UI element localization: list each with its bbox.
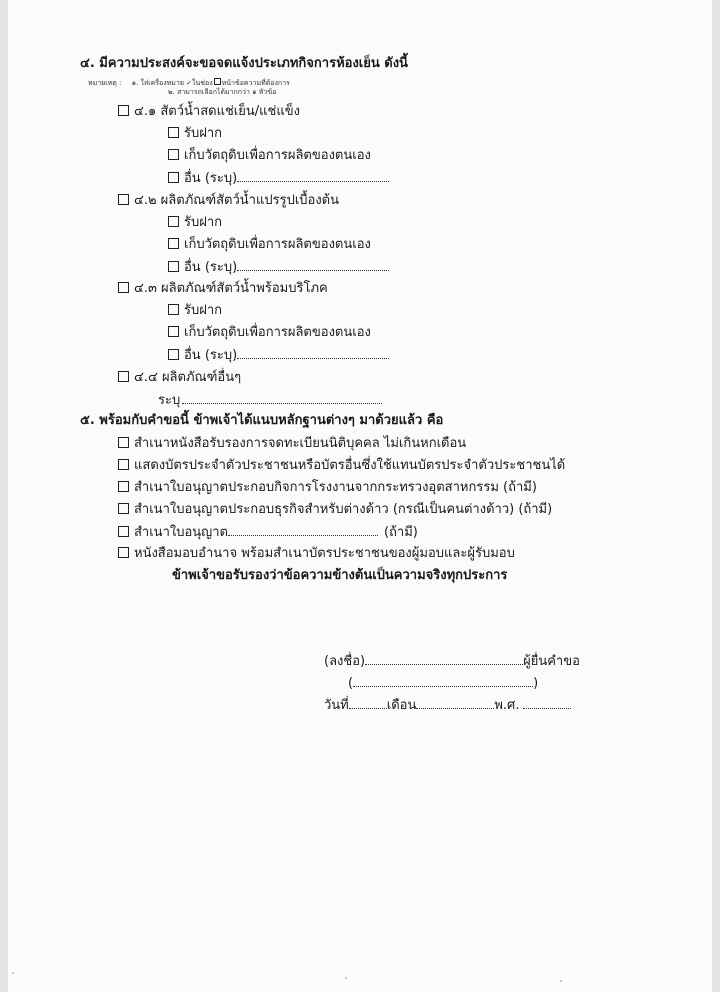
option-label: อื่น (ระบุ) [184,260,238,275]
doc-label: สำเนาใบอนุญาตประกอบกิจการโรงงานจากกระทรวงอุตสาหกรรม (ถ้ามี) [134,480,537,495]
item-4-4-label: ๔.๔ ผลิตภัณฑ์อื่นๆ [134,370,242,385]
day-field[interactable] [349,696,387,709]
option-label: อื่น (ระบุ) [184,171,238,186]
item-4-1 [118,103,300,121]
option-4-2-store [168,236,371,254]
checkbox-4-3-deposit[interactable] [168,304,179,315]
checkbox-4-2[interactable] [118,194,129,205]
specify-label: ระบุ [158,393,181,408]
doc-label: สำเนาหนังสือรับรองการจดทะเบียนนิติบุคคล ไม่เกินหกเดือน [134,436,467,451]
item-4-3-label: ๔.๓ ผลิตภัณฑ์สัตว์น้ำพร้อมบริโภค [134,281,328,296]
doc-6 [118,545,515,563]
name-field[interactable] [353,674,533,687]
fill-line[interactable] [228,523,378,536]
scan-speck [12,972,14,974]
checkbox-4-3-other[interactable] [168,349,179,360]
doc-suffix: (ถ้ามี) [383,525,418,540]
option-4-2-other [168,258,389,277]
checkbox-4-3-store[interactable] [168,326,179,337]
option-label: เก็บวัตถุดิบเพื่อการผลิตของตนเอง [184,325,371,340]
option-label: เก็บวัตถุดิบเพื่อการผลิตของตนเอง [184,237,371,252]
fill-line[interactable] [237,258,389,271]
item-4-4 [118,369,241,387]
section5-heading: ๕. พร้อมกับคำขอนี้ ข้าพเจ้าได้แนบหลักฐานต่างๆ มาด้วยแล้ว คือ [80,413,444,428]
checkbox-4-2-store[interactable] [168,238,179,249]
item-4-3 [118,280,328,298]
year-label: พ.ศ. [494,698,520,713]
option-4-2-deposit [168,214,222,232]
option-label: รับฝาก [184,215,223,230]
checkbox-4-1[interactable] [118,105,129,116]
certify-statement: ข้าพเจ้าขอรับรองว่าข้อความข้างต้นเป็นความจริงทุกประการ [172,568,508,583]
section4-heading: ๔. มีความประสงค์จะขอจดแจ้งประเภทกิจการห้องเย็น ดังนี้ [80,56,408,71]
checkbox-4-3[interactable] [118,282,129,293]
doc-4 [118,501,552,519]
option-4-1-store [168,147,371,165]
note-label: หมายเหตุ : [88,79,122,87]
checkbox-doc-1[interactable] [118,437,129,448]
name-line [348,674,538,693]
scan-speck [560,980,562,982]
checkbox-doc-4[interactable] [118,503,129,514]
checkbox-4-2-deposit[interactable] [168,216,179,227]
note-line-1 [88,78,290,88]
item-4-2-label: ๔.๒ ผลิตภัณฑ์สัตว์น้ำแปรรูปเบื้องต้น [134,193,340,208]
year-field[interactable] [523,696,571,709]
checkbox-4-1-store[interactable] [168,149,179,160]
date-label: วันที่ [324,698,349,713]
note-checkbox-icon [214,78,221,85]
doc-label: หนังสือมอบอำนาจ พร้อมสำเนาบัตรประชาชนของผู้มอบและผู้รับมอบ [134,546,515,561]
checkbox-4-2-other[interactable] [168,261,179,272]
fill-line[interactable] [237,169,389,182]
item-4-2 [118,192,339,210]
document-page [8,0,712,992]
paren-open: ( [348,676,354,691]
option-4-1-deposit [168,125,222,143]
checkbox-doc-5[interactable] [118,526,129,537]
option-label: เก็บวัตถุดิบเพื่อการผลิตของตนเอง [184,148,371,163]
checkbox-doc-2[interactable] [118,459,129,470]
doc-5 [118,523,418,542]
note-text-1b: หน้าข้อความที่ต้องการ [221,79,290,87]
option-4-3-other [168,346,389,365]
signature-field[interactable] [365,652,523,665]
signature-line [324,652,580,671]
doc-3 [118,479,537,497]
sign-prefix: (ลงชื่อ) [324,654,366,669]
option-label: รับฝาก [184,303,223,318]
fill-line[interactable] [237,346,389,359]
doc-1 [118,435,466,453]
checkbox-doc-6[interactable] [118,547,129,558]
doc-2 [118,457,565,475]
note-text-1a: ๑. ใส่เครื่องหมาย ✓ในช่อง [131,79,213,87]
note-line-2: ๒. สามารถเลือกได้มากกว่า ๑ หัวข้อ [168,88,277,96]
option-4-1-other [168,169,389,188]
item-4-4-specify [158,391,382,410]
month-field[interactable] [416,696,494,709]
option-4-3-store [168,324,371,342]
checkbox-4-1-deposit[interactable] [168,127,179,138]
checkbox-4-1-other[interactable] [168,172,179,183]
date-line [324,696,571,715]
scan-speck [345,977,347,979]
doc-label: แสดงบัตรประจำตัวประชาชนหรือบัตรอื่นซึ่งใช้แทนบัตรประจำตัวประชาชนได้ [134,458,566,473]
doc-label: สำเนาใบอนุญาต [134,525,228,540]
paren-close: ) [533,676,539,691]
month-label: เดือน [386,698,417,713]
option-4-3-deposit [168,302,222,320]
checkbox-4-4[interactable] [118,371,129,382]
item-4-1-label: ๔.๑ สัตว์น้ำสดแช่เย็น/แช่แข็ง [134,104,300,119]
fill-line[interactable] [182,391,382,404]
option-label: รับฝาก [184,126,223,141]
doc-label: สำเนาใบอนุญาตประกอบธุรกิจสำหรับต่างด้าว (กรณีเป็นคนต่างด้าว) (ถ้ามี) [134,502,553,517]
checkbox-doc-3[interactable] [118,481,129,492]
sign-suffix: ผู้ยื่นคำขอ [523,654,580,669]
option-label: อื่น (ระบุ) [184,348,238,363]
